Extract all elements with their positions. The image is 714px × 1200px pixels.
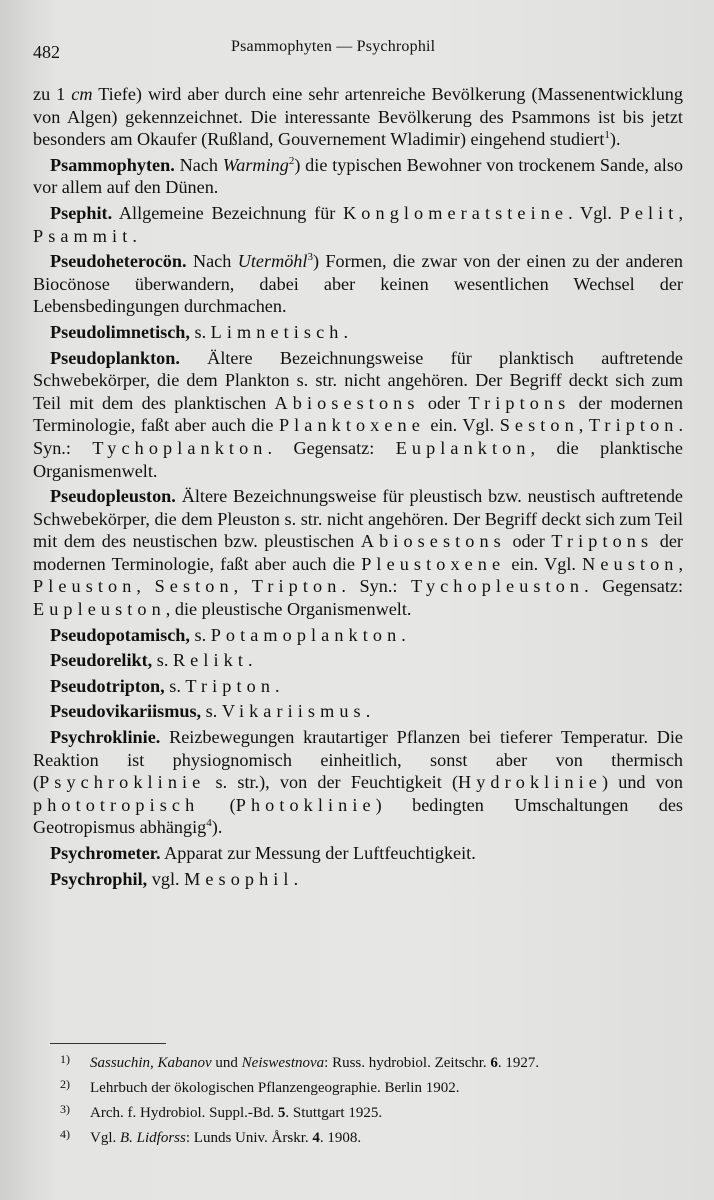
entry-headword: Pseudovikariismus, (50, 701, 202, 722)
spaced-term: Abiosestons (274, 392, 420, 413)
text-run: ). (211, 817, 223, 838)
entry-headword: Pseudoplankton. (50, 347, 180, 368)
text-run: ein. Vgl. (424, 415, 500, 436)
footnote (60, 1124, 690, 1149)
text-run: . Gegensatz: (267, 437, 396, 458)
text-run: und (211, 1055, 242, 1071)
spaced-term: Relikt (172, 650, 248, 671)
text-run: Vgl. (90, 1130, 120, 1146)
spaced-term: Tychopleuston (411, 576, 585, 597)
bold-number: 6 (490, 1055, 498, 1071)
text-run: . 1908. (319, 1130, 362, 1146)
dictionary-entry (33, 347, 683, 483)
spaced-term: Pelit (619, 202, 679, 223)
dictionary-entry (33, 202, 683, 247)
text-run: ) die typischen Bewohner von trockenem Sande, also vor allem auf den Dünen. (33, 154, 683, 198)
spaced-term: Mesophil (184, 868, 294, 889)
text-run: , (678, 202, 683, 223)
footnote (60, 1099, 690, 1124)
spaced-term: Abiosestons (360, 531, 506, 552)
spaced-term: Vikariismus (221, 701, 366, 722)
text-run: Arch. f. Hydrobiol. Suppl.-Bd. (90, 1105, 278, 1121)
entry-headword: Pseudotripton, (50, 675, 165, 696)
spaced-term: Seston (154, 576, 234, 597)
bold-number: 4 (312, 1130, 320, 1146)
text-run: . (248, 650, 253, 671)
footnote-mark: 2) (60, 1077, 70, 1091)
text-run: Tiefe) wird aber durch eine sehr artenreiche Bevölkerung (Massenentwicklung von Algen) gekennzeichnet. Die interessante Bevölkerung des Psammons ist bis jetzt besonders am Okaufer (Rußland, Gouvernement Wladimir) eingehend studiert (33, 84, 683, 150)
spaced-term: Planktoxene (278, 415, 425, 436)
dictionary-entry (33, 321, 683, 344)
footnote-rule (50, 1043, 166, 1044)
dictionary-entries (33, 83, 683, 893)
dictionary-entry (33, 649, 683, 672)
spaced-term: Triptons (468, 392, 571, 413)
footnote-ref: 3 (307, 251, 313, 264)
entry-headword: Pseudolimnetisch, (50, 321, 190, 342)
entry-headword: Psychrophil, (50, 868, 148, 889)
spaced-term: Psammit (33, 225, 133, 246)
entry-headword: Pseudoheterocön. (50, 251, 187, 272)
footnote-ref: 2 (288, 154, 295, 167)
spaced-term: Pleustoxene (361, 553, 506, 574)
spaced-term: Limnetisch (210, 321, 344, 342)
spaced-term: Hydroklinie (458, 772, 602, 793)
text-run: s. (152, 650, 173, 671)
dictionary-entry (33, 154, 683, 199)
text-run: ) und von (601, 772, 683, 793)
entry-headword: Psychrometer. (50, 843, 161, 863)
dictionary-entry (33, 700, 683, 723)
text-run: der modernen Terminologie, faßt aber auch die (33, 531, 683, 574)
footnote (60, 1074, 690, 1099)
spaced-term: Potamoplankton (210, 624, 402, 645)
text-run: Reizbewegungen krautartiger Pflanzen bei tieferer Temperatur. Die Reaktion ist physiognomisch einheitlich, sonst aber von thermisch ( (33, 727, 683, 793)
text-run: . Stuttgart 1925. (285, 1105, 383, 1121)
text-run: , die pleustische Organismenwelt. (165, 599, 412, 620)
entry-headword: Psammophyten. (50, 154, 175, 175)
page-header (33, 34, 674, 60)
text-run: , (578, 415, 589, 436)
footnote-mark: 3) (60, 1102, 70, 1116)
text-run: s. (189, 624, 211, 645)
text-run: Ältere Bezeichnungsweise für planktisch auftretende Schwebekörper, die dem Plankton s. str. nicht angehören. Der Begriff deckt sich zum Teil mit dem des planktischen (33, 347, 683, 413)
text-run: Apparat zur Messung der Luftfeuchtigkeit. (160, 843, 476, 863)
spaced-term: Photoklinie (235, 794, 376, 815)
footnote-mark: 1) (60, 1052, 70, 1066)
text-run: Nach (174, 154, 223, 175)
italic-text: Warming (222, 154, 289, 175)
text-run: ) Formen, die zwar von der einen zu der anderen Biocönose überwandern, dabei aber keinen wesentlichen Wechsel der Lebensbedingungen durchmachen. (33, 251, 684, 317)
text-run: der modernen Terminologie, faßt aber auch die (33, 392, 683, 436)
spaced-term: Psychroklinie (39, 772, 206, 793)
italic-text: Utermöhl (237, 251, 308, 272)
dictionary-entry (33, 842, 683, 865)
entry-headword: Pseudorelikt, (50, 650, 153, 671)
text-run: , (136, 576, 155, 597)
spaced-term: Euplankton (395, 437, 531, 458)
entry-headword: Psephit. (50, 202, 113, 223)
spaced-term: Triptons (551, 531, 654, 552)
spaced-term: Tripton (251, 576, 342, 597)
spaced-term: Neuston (582, 553, 679, 574)
text-run: zu 1 (33, 84, 72, 104)
footnotes (60, 1049, 690, 1149)
text-run: , die planktische Organismenwelt. (33, 437, 684, 481)
text-run: s. (164, 675, 186, 696)
dictionary-entry (33, 250, 683, 318)
text-run: , (233, 576, 252, 597)
text-run: ). (609, 129, 621, 150)
footnote (60, 1049, 690, 1074)
text-run: vgl. (147, 868, 185, 889)
page-number: 482 (33, 42, 60, 62)
italic-text: Sassuchin, Kabanov (90, 1055, 212, 1071)
text-run: . (343, 321, 349, 342)
footnote-mark: 4) (60, 1127, 70, 1141)
dictionary-entry (33, 485, 683, 621)
text-run: . (401, 624, 406, 645)
footnote-ref: 1 (604, 129, 610, 142)
text-run: ein. Vgl. (505, 553, 583, 574)
entry-headword: Psychroklinie. (50, 727, 161, 748)
text-run: : Lunds Univ. Årskr. (185, 1130, 313, 1146)
text-run: Lehrbuch der ökologischen Pflanzengeographie. Berlin 1902. (90, 1080, 460, 1096)
dictionary-entry (33, 83, 683, 151)
dictionary-entry (33, 868, 683, 891)
text-run: Allgemeine Bezeichnung für (112, 202, 344, 223)
italic-text: cm (71, 84, 93, 104)
text-run: . (132, 225, 137, 246)
text-run: oder (419, 392, 469, 413)
spaced-term: Tychoplankton (92, 437, 268, 458)
footnote-ref: 4 (206, 817, 212, 830)
dictionary-entry (33, 624, 683, 647)
italic-text: Neiswestnova (241, 1055, 325, 1071)
text-run: . Vgl. (568, 202, 620, 223)
text-run: oder (505, 531, 552, 552)
spaced-term: Tripton (588, 415, 679, 436)
spaced-term: phototropisch (33, 794, 200, 815)
dictionary-entry (33, 675, 683, 698)
text-run: s. str.), von der Feuchtigkeit ( (205, 772, 459, 793)
text-run: s. (189, 321, 211, 342)
text-run: ( (199, 794, 236, 815)
spaced-term: Konglomeratsteine (343, 202, 569, 223)
text-run: , (678, 553, 683, 574)
entry-headword: Pseudopleuston. (50, 486, 176, 507)
dictionary-entry (33, 726, 683, 839)
text-run: ) bedingten Umschaltungen des Geotropismus abhängig (33, 794, 683, 838)
text-run: . 1927. (497, 1055, 540, 1071)
italic-text: B. Lidforss (120, 1130, 186, 1146)
text-run: . (275, 675, 280, 696)
text-run: Nach (186, 251, 238, 272)
text-run: . (293, 868, 299, 889)
bold-number: 5 (277, 1105, 286, 1121)
text-run: . Syn.: (33, 415, 683, 458)
spaced-term: Seston (499, 415, 579, 436)
text-run: . Syn.: (341, 576, 412, 597)
spaced-term: Eupleuston (33, 599, 166, 620)
text-run: . (365, 701, 371, 722)
text-run: . Gegensatz: (584, 576, 684, 597)
text-run: s. (201, 701, 222, 722)
text-run: : Russ. hydrobiol. Zeitschr. (324, 1055, 491, 1071)
spaced-term: Pleuston (33, 576, 137, 597)
text-run: Ältere Bezeichnungsweise für pleustisch bzw. neustisch auftretende Schwebekörper, die dem Pleuston s. str. nicht angehören. Der Begriff deckt sich zum Teil mit dem des neustischen bzw. pleustischen (33, 486, 683, 552)
running-head: Psammophyten — Psychrophil (231, 38, 436, 55)
entry-headword: Pseudopotamisch, (50, 624, 190, 645)
spaced-term: Tripton (185, 675, 276, 696)
